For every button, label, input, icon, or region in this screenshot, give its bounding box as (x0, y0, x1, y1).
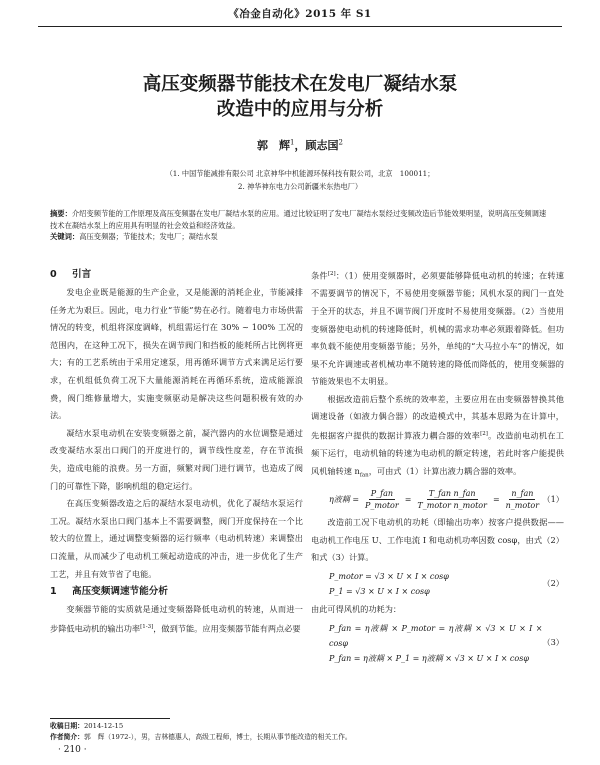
author-2: 顾志国 (305, 139, 339, 152)
eq1-lhs: η液耦 = (329, 494, 360, 504)
footnote-rule (50, 718, 170, 719)
section-0-heading (50, 266, 303, 284)
author-bio (50, 732, 550, 743)
eq1-num-3: n_fan (511, 489, 534, 499)
conditions-start: 条件 (311, 270, 328, 281)
eq2-number: （2） (542, 578, 564, 589)
received-date (50, 721, 550, 732)
eq1-frac-3 (504, 488, 541, 511)
conditions-paragraph (311, 266, 564, 391)
abstract-body (50, 208, 550, 231)
eq1-frac-2 (415, 488, 489, 511)
keywords-text: 高压变频器；节能技术；发电厂；凝结水泵 (79, 232, 218, 241)
power-paragraph: 改造前工况下电动机的功耗（即输出功率）按客户提供数据——电动机工作电压 U、工作电流 I 和电动机功率因数 cosφ，由式（2）和式（3）计算。 (311, 517, 564, 563)
section-1-title: 高压变频调速节能分析 (72, 586, 168, 598)
section-1-text-end: ，做到节能。应用变频器节能有两点必要 (153, 623, 301, 634)
received-value: 2014-12-15 (83, 722, 124, 730)
intro-paragraph-1: 发电企业既是能源的生产企业，又是能源的消耗企业，节能减排任务尤为艰巨。因此，电力行业“节能”势在必行。随着电力市场供需情况的转变，机组将深度调峰，机组需运行在 30% ~ 100% 工况的范围内，在这种工况下，损失在调节阀门和挡板的能耗所占比例将更大；有的工艺系统由于采用定速泵，用再循环调节方式来满足运行要求，在机组低负荷工况下大量能源消耗在再循环系统，造成能源浪费，阀门维修量增大，实施变频驱动是解决这些问题积极有效的办法。 (50, 287, 303, 421)
keywords (50, 231, 550, 243)
citation-2a: [2] (327, 271, 336, 277)
eq1-den-2: T_motor n_motor (417, 501, 487, 511)
section-1-number: 1 (50, 586, 57, 598)
eq1-num-1: P_fan (370, 489, 393, 499)
author-1-sup: 1 (290, 138, 295, 147)
citation-1-3: [1-3] (140, 623, 154, 630)
intro-paragraph-3: 在高压变频器改造之后的凝结水泵电动机，优化了凝结水泵运行工况。凝结水泵出口阀门基本上不需要调整，阀门开度保持在一个比较大的位置上，通过调整变频器的运行频率（电动机转速）来调整出口流量，从而减少了电动机工频起动造成的冲击，进一步优化了生产工艺，并且有效节省了电能。 (50, 498, 303, 579)
eq1-num-2: T_fan n_fan (428, 489, 476, 499)
eq3-number: （3） (542, 637, 564, 648)
section-1-heading (50, 583, 303, 601)
efficiency-text-end: 。改造前电动机在工频下运行，电动机轴的转速为电动机的额定转速，若此时客户能提供风机轴转速 n (311, 430, 564, 476)
eq1-den-1: P_motor (365, 501, 399, 511)
equation-1 (311, 488, 564, 511)
eq3-line-2: P_fan = η液耦 × P_1 = η液耦 × √3 × U × I × cosφ (329, 653, 529, 663)
section-1-paragraph (50, 601, 303, 638)
author-sep: ， (294, 139, 306, 152)
keywords-label: 关键词： (50, 232, 80, 241)
received-label: 收稿日期： (50, 722, 84, 730)
header-rule (38, 26, 562, 27)
section-1-text: 变频器节能的实质就是通过变频器降低电动机的转速，从而进一步降低电动机的输出功率 (50, 604, 303, 634)
eq2-line-1: P_motor = √3 × U × I × cosφ (329, 572, 449, 582)
paper-title (60, 72, 540, 122)
right-column (311, 266, 564, 668)
left-column (50, 266, 303, 638)
section-0-title: 引言 (72, 269, 92, 280)
intro-paragraph-2: 凝结水泵电动机在安装变频器之前，凝汽器内的水位调整是通过改变凝结水泵出口阀门的开度进行的，调节线性度差，存在节流损失，造成电能的浪费。另一方面，频繁对阀门进行调节，也造成了阀门的可靠性下降，影响机组的稳定运行。 (50, 427, 303, 491)
equation-2 (311, 569, 564, 599)
affiliations (60, 167, 540, 193)
affiliation-1: （1. 中国节能减排有限公司 北京神华中机能源环保科技有限公司，北京 100011； (165, 169, 435, 178)
eq1-number: （1） (542, 493, 564, 504)
conditions-text: ：（1）使用变频器时，必须要能够降低电动机的转速；在转速不需要调节的情况下，不易使用变频器节能；风机水泵的阀门一直处于全开的状态，并且不调节阀门开度时不易使用变频器。（2）当使用变频器使电动机的转速降低时，机械的需求功率必须跟着降低。但功率负载不能使用变频器节能；另外，单纯的“大马拉小车”的情况，如果不允许调速或者机械功率不随转速的降低而降低的，使用变频器的节能效果也不太明显。 (311, 270, 564, 387)
title-line-1: 高压变频器节能技术在发电厂凝结水泵 (142, 74, 458, 95)
eq1-equals-2: = (492, 494, 500, 504)
eq1-frac-1 (363, 488, 401, 511)
affiliation-2: 2. 神华神东电力公司新疆米东热电厂） (237, 182, 363, 191)
abstract-text: 介绍变频节能的工作原理及高压变频器在发电厂凝结水泵的应用。通过比较证明了发电厂凝结水泵经过变频改造后节能效果明显，说明高压变频调速技术在凝结水泵上的应用具有明显的社会效益和经济效益。 (50, 209, 547, 230)
efficiency-text: 根据改造前后整个系统的效率差，主要应用在由变频器替换其他调速设备（如液力偶合器）的改造模式中，其基本思路为在计算中，先根据客户提供的数据计算液力耦合器的效率 (311, 393, 564, 441)
efficiency-text-tail: ，可由式（1）计算出液力耦合器的效率。 (368, 466, 522, 476)
abstract (50, 208, 550, 243)
equation-3 (311, 621, 564, 666)
author-2-sup: 2 (338, 138, 343, 147)
fan-subscript: fan (359, 472, 369, 479)
authors (0, 137, 600, 153)
section-0-number: 0 (50, 269, 57, 280)
efficiency-paragraph (311, 391, 564, 485)
page-number: · 210 · (58, 745, 87, 755)
eq2-line-2: P_1 = √3 × U × I × cosφ (329, 587, 430, 597)
author-bio-label: 作者简介： (50, 733, 84, 741)
author-1: 郭 辉 (257, 139, 291, 152)
title-line-2: 改造中的应用与分析 (216, 99, 384, 120)
citation-2b: [2] (480, 431, 488, 438)
eq3-line-1: P_fan = η液耦 × P_motor = η液耦 × √3 × U × I × cosφ (329, 623, 543, 648)
author-bio-text: 郭 辉（1972-），男，吉林德惠人，高级工程师，博士，长期从事节能改造的相关工作。 (83, 733, 352, 741)
running-head: 《冶金自动化》2015 年 S1 (228, 8, 372, 20)
eq1-equals-1: = (404, 494, 412, 504)
fan-power-intro: 由此可得风机的功耗为： (311, 604, 402, 615)
abstract-label: 摘要： (50, 209, 72, 218)
eq1-den-3: n_motor (505, 501, 540, 511)
